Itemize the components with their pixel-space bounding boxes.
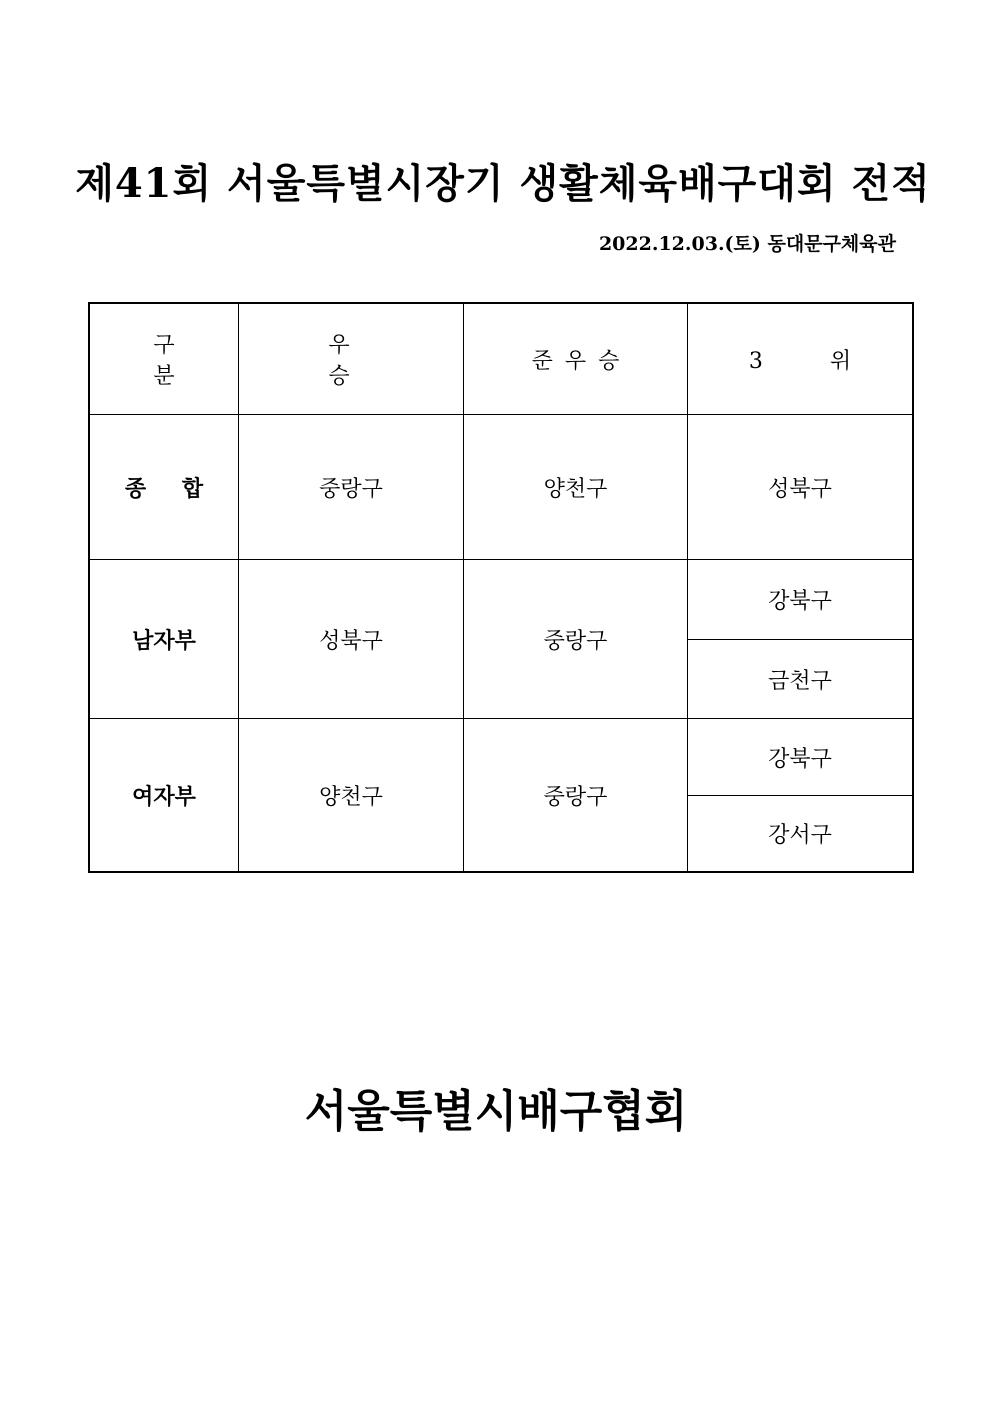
- table-row-men: [90, 560, 913, 640]
- runner-up-cell: 중랑구: [464, 719, 688, 872]
- date-venue: 2022.12.03.(토) 동대문구체육관: [598, 233, 896, 255]
- header-row: [90, 304, 913, 415]
- third-cell: 강북구: [688, 719, 913, 796]
- category-cell: 남자부: [90, 560, 239, 719]
- winner-cell: 성북구: [239, 560, 464, 719]
- third-cell: 강북구: [688, 560, 913, 640]
- third-cell: 금천구: [688, 640, 913, 719]
- header-runner-up: 준우승: [464, 304, 688, 415]
- table-row-overall: [90, 415, 913, 560]
- category-cell: 여자부: [90, 719, 239, 872]
- association-name: 서울특별시배구협회: [304, 1086, 688, 1137]
- category-cell: 종 합: [90, 415, 239, 560]
- header-winner: 우 승: [239, 304, 464, 415]
- winner-cell: 중랑구: [239, 415, 464, 560]
- document-title: 제41회 서울특별시장기 생활체육배구대회 전적: [75, 160, 931, 207]
- header-third: 3 위: [688, 304, 913, 415]
- results-table: [89, 303, 913, 872]
- runner-up-cell: 중랑구: [464, 560, 688, 719]
- third-cell: 성북구: [688, 415, 913, 560]
- winner-cell: 양천구: [239, 719, 464, 872]
- third-cell: 강서구: [688, 796, 913, 872]
- runner-up-cell: 양천구: [464, 415, 688, 560]
- header-category: 구 분: [90, 304, 239, 415]
- table-row-women: [90, 719, 913, 796]
